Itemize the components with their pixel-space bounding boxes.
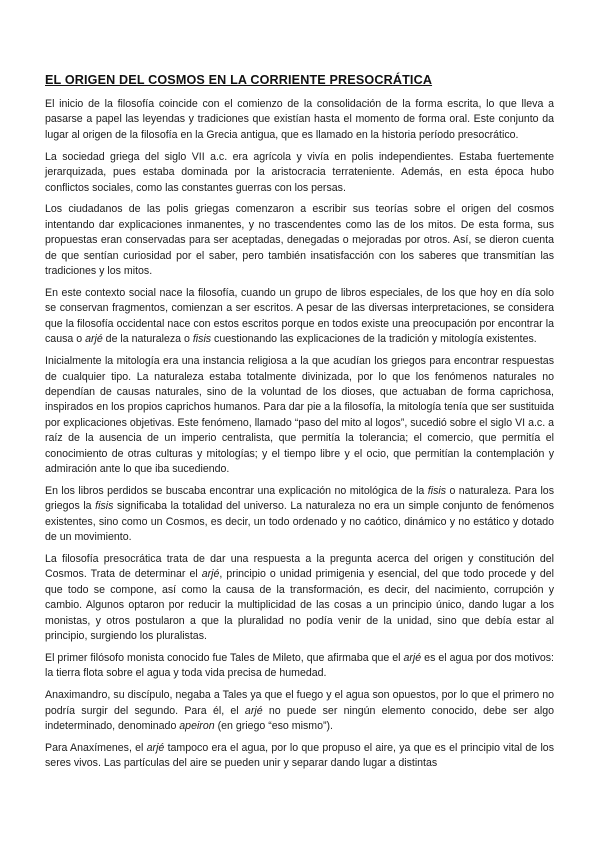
text-run: es el agua por dos motivos: la tierra flota sobre el agua y toda vida precisa de humedad. [45,651,554,680]
text-run: cuestionando las explicaciones de la tradición y mitología existentes. [211,333,537,346]
text-run: En este contexto social nace la filosofía, cuando un grupo de libros especiales, de los que hoy en día solo se conservan fragmentos, comienzan a ser escritos. A pesar de las diversas interpretaciones, se considera que la filosofía occidental nace con estos escritos porque en todos existe una preocupación por encontrar la causa o [45,286,554,346]
body-paragraph [45,150,554,196]
italic-term: arjé [201,568,220,581]
body-paragraph [45,552,554,644]
text-run: (en griego “eso mismo”). [214,720,333,733]
text-run: El inicio de la filosofía coincide con el comienzo de la consolidación de la forma escrita, lo que lleva a pasarse a papel las leyendas y tradiciones que existían hasta el momento de forma oral. Este conjunto da lugar al origen de la filosofía en la Grecia antigua, que es llamado en la historia período presocrático. [45,98,554,141]
body-paragraph [45,354,554,477]
body-paragraph [45,651,554,682]
body-paragraph [45,97,554,143]
body-paragraph [45,741,554,772]
text-run: La filosofía presocrática trata de dar una respuesta a la pregunta acerca del origen y constitución del Cosmos. Trata de determinar el [45,552,554,581]
text-run: En los libros perdidos se buscaba encontrar una explicación no mitológica de la [45,484,428,497]
italic-term: arjé [85,333,103,346]
document-body [45,72,554,778]
text-run: , principio o unidad primigenia y esencial, del que todo procede y del que todo se compone, así como la causa de la transformación, es decir, del nacimiento, corrupción y cambio. Algunos optaron por reducir la multiplicidad de las cosas a un principio único, dando lugar a los monistas, y otros postularon a que la pluralidad no podía venir de la unidad, sino que debía estar al principio, surgiendo los pluralistas. [45,568,554,642]
italic-term: fisis [192,333,212,346]
text-run: Inicialmente la mitología era una instancia religiosa a la que acudían los griegos para encontrar respuestas de cualquier tipo. La naturaleza estaba totalmente divinizada, por lo que los fenómenos naturales no dependían de causas naturales, sino de la voluntad de los dioses, que actuaban de forma caprichosa, inspirados en los propios caprichos humanos. Para dar pie a la filosofía, la mitología tenía que ser sustituida por explicaciones objetivas. Este fenómeno, llamado “paso del mito al logos”, sucedió sobre el siglo VI a.c. a raíz de la ausencia de un imperio centralista, que permitía la tolerancia; el comercio, que permitía el conocimiento de otras culturas y mitologías; y el tiempo libre y el ocio, que permitían la contemplación y admiración ante lo que iba sucediendo. [45,355,554,475]
italic-term: arjé [244,704,263,717]
text-run: El primer filósofo monista conocido fue Tales de Mileto, que afirmaba que el [45,651,404,664]
text-run: tampoco era el agua, por lo que propuso el aire, ya que es el principio vital de los seres vivos. Las partículas del aire se pueden unir y separar dando lugar a distintas [45,741,554,770]
document-title: EL ORIGEN DEL COSMOS EN LA CORRIENTE PRESOCRÁTICA [45,73,433,87]
body-paragraph [45,202,554,279]
italic-term: arjé [403,651,422,664]
text-run: o naturaleza. Para los griegos la [45,484,555,513]
text-run: significaba la totalidad del universo. La naturaleza no era un simple conjunto de fenómenos existentes, sino como un Cosmos, es decir, un todo ordenado y no caótico, dinámico y no estático y dotado de un movimiento. [45,500,554,544]
italic-term: apeiron [179,720,215,733]
paragraph-list [45,97,554,772]
body-paragraph [45,484,554,546]
text-run: Los ciudadanos de las polis griegas comenzaron a escribir sus teorías sobre el origen del cosmos intentando dar explicaciones inmanentes, y no trascendentes como las de los mitos. De esta forma, sus propuestas eran conservadas para ser aceptadas, denegadas o mejoradas por otros. Así, se dieron cuenta de que sentían curiosidad por el saber, pero también insatisfacción con los saberes que transmitían las tradiciones y los mitos. [45,203,554,278]
italic-term: fisis [95,500,114,513]
text-run: La sociedad griega del siglo VII a.c. era agrícola y vivía en polis independientes. Estaba fuertemente jerarquizada, pues estaba dominada por la aristocracia terrateniente. Además, en esta época hubo conflictos sociales, como las constantes guerras con los persas. [45,150,554,194]
italic-term: fisis [427,484,447,497]
text-run: no puede ser ningún elemento conocido, debe ser algo indeterminado, denominado [45,704,554,733]
text-run: de la naturaleza o [102,333,193,346]
text-run: Para Anaxímenes, el [45,741,147,754]
body-paragraph [45,286,554,348]
body-paragraph [45,688,554,734]
text-run: Anaximandro, su discípulo, negaba a Tales ya que el fuego y el agua son opuestos, por lo que el primero no podría surgir del segundo. Para él, el [45,689,554,717]
italic-term: arjé [146,741,165,754]
